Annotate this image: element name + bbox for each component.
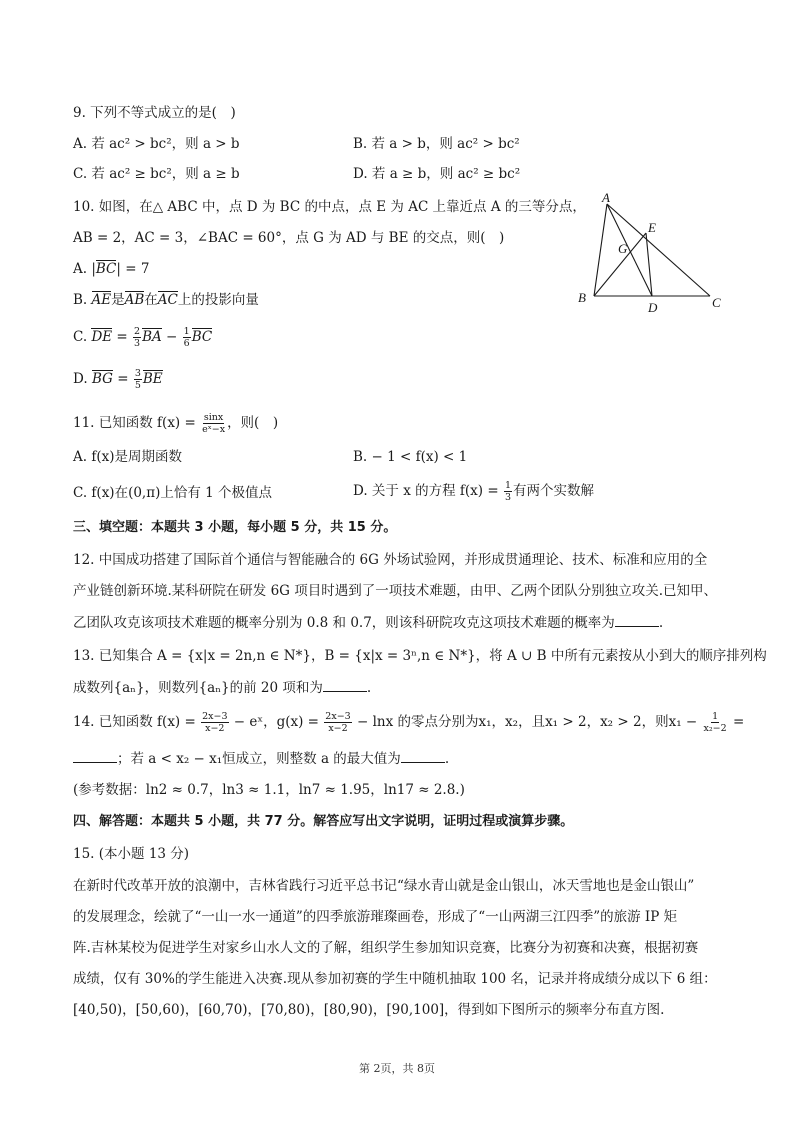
q15-line1: 在新时代改革开放的浪潮中，吉林省践行习近平总书记“绿水青山就是金山银山，冰天雪地也是金山银山” [73, 878, 695, 894]
section-4-heading: 四、解答题：本题共 5 小题，共 77 分。解答应写出文字说明，证明过程或演算步骤。 [73, 814, 574, 829]
label-a: A [602, 190, 610, 205]
q9-option-d: D. 若 a ≥ b，则 ac² ≥ bc² [353, 166, 521, 182]
q15-line2: 的发展理念，绘就了“一山一水一通道”的四季旅游璀璨画卷，形成了“一山两湖三江四季”的旅游 IP 矩 [73, 909, 678, 925]
q15-line3: 阵.吉林某校为促进学生对家乡山水人文的了解，组织学生参加知识竞赛，比赛分为初赛和决赛，根据初赛 [73, 940, 699, 956]
q13-line2: 成数列{aₙ}，则数列{aₙ}的前 20 项和为 . [73, 677, 371, 698]
label-c: C [712, 295, 721, 310]
answer-blank [615, 612, 659, 627]
q14-line2: ；若 a < x₂ − x₁恒成立，则整数 a 的最大值为 . [73, 748, 449, 769]
q15-line4: 成绩，仅有 30%的学生能进入决赛.现从参加初赛的学生中随机抽取 100 名，记录并将成绩分成以下 6 组： [73, 971, 717, 987]
q11-option-c: C. f(x)在(0,π)上恰有 1 个极值点 [73, 485, 273, 501]
q10-option-c: C. DE = $\frac{2}{3}$ BA − $\frac{1}{6}$ BC [73, 326, 213, 349]
triangle-figure [572, 190, 732, 320]
q10-option-a: A. |BC| = 7 [73, 261, 150, 277]
label-b: B [578, 290, 586, 305]
q9-option-a: A. 若 ac² > bc²，则 a > b [73, 136, 240, 152]
label-e: E [648, 220, 656, 235]
q10-option-b: B. AE是AB在AC上的投影向量 [73, 292, 259, 308]
vector-bc: BC [95, 261, 117, 277]
q10-option-d: D. BG = $\frac{3}{5}$ BE [73, 368, 163, 391]
q15-line5: [40,50)，[50,60)，[60,70)，[70,80)，[80,90)，[90,100]，得到如下图所示的频率分布直方图. [73, 1002, 665, 1018]
q9-option-b: B. 若 a > b，则 ac² > bc² [353, 136, 520, 152]
q11-option-a: A. f(x)是周期函数 [73, 449, 182, 465]
segment-ad [607, 204, 652, 296]
q9-option-c: C. 若 ac² ≥ bc²，则 a ≥ b [73, 166, 240, 182]
section-3-heading: 三、填空题：本题共 3 小题，每小题 5 分，共 15 分。 [73, 520, 397, 535]
q11-option-d: D. 关于 x 的方程 f(x) = $\frac{1}{3}$ 有两个实数解 [353, 480, 594, 503]
q11-stem: 11. 已知函数 f(x) = $\frac{\sin x}{\text{eˣ−x}}$ ，则( ) [73, 412, 279, 435]
q9-stem: 9. 下列不等式成立的是( ) [73, 105, 236, 121]
q10-stem-line1: 10. 如图，在△ ABC 中，点 D 为 BC 的中点，点 E 为 AC 上靠近点 A 的三等分点， [73, 199, 586, 215]
answer-blank [73, 748, 117, 763]
q13-line1: 13. 已知集合 A = {x|x = 2n,n ∈ N*}，B = {x|x = 3ⁿ,n ∈ N*}，将 A ∪ B 中所有元素按从小到大的顺序排列构 [73, 648, 767, 664]
q14-reference-data: (参考数据：ln2 ≈ 0.7，ln3 ≈ 1.1，ln7 ≈ 1.95，ln17 ≈ 2.8.) [73, 782, 465, 798]
label-g: G [618, 241, 628, 256]
q12-line2: 产业链创新环境.某科研院在研发 6G 项目时遇到了一项技术难题，由甲、乙两个团队分别独立攻关.已知甲、 [73, 583, 718, 599]
q12-line1: 12. 中国成功搭建了国际首个通信与智能融合的 6G 外场试验网，并形成贯通理论、技术、标准和应用的全 [73, 552, 708, 568]
q15-heading: 15. (本小题 13 分) [73, 846, 190, 862]
answer-blank [323, 677, 367, 692]
label-d: D [648, 300, 658, 315]
answer-blank [401, 748, 445, 763]
q10-stem-line2: AB = 2，AC = 3，∠BAC = 60°，点 G 为 AD 与 BE 的交点，则( ) [73, 230, 505, 246]
q12-line3: 乙团队攻克该项技术难题的概率分别为 0.8 和 0.7，则该科研院攻克这项技术难题的概率为 . [73, 612, 663, 633]
page-footer: 第 2页，共 8页 [359, 1062, 435, 1075]
q11-option-b: B. − 1 < f(x) < 1 [353, 449, 468, 465]
q14-line1: 14. 已知函数 f(x) = $\frac{2x-3}{x-2}$ − eˣ，g(x) = $\frac{2x-3}{x-2}$ − lnx 的零点分别为x₁，x₂，且x₁ > 2，x₂ > 2，则x₁ − $\frac{1}{\text{x₂−2}}$ = [73, 711, 745, 734]
